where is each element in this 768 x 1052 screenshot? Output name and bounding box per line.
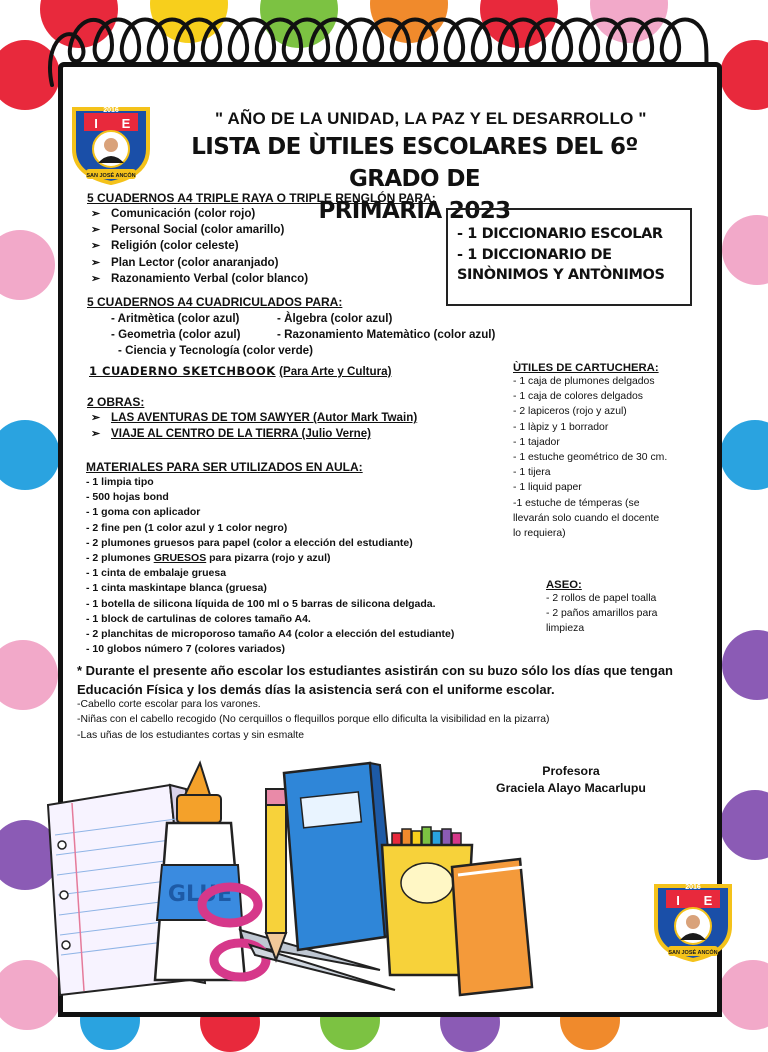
list-item: - 500 hojas bond [86, 491, 169, 504]
rule-item: -Niñas con el cabello recogido (No cerquillos o flequillos porque ello dificulta la visibilidad en la pizarra) [77, 714, 550, 726]
section-cuadriculados [87, 294, 547, 359]
list-item: - 2 plumones GRUESOS para pizarra (rojo y azul) [86, 552, 331, 565]
list-item: - 2 paños amarillos para [546, 608, 658, 620]
list-item: - 1 cinta maskintape blanca (gruesa) [86, 582, 267, 595]
sketchbook-note: (Para Arte y Cultura) [279, 365, 392, 378]
section-heading: 5 CUADERNOS A4 CUADRICULADOS PARA: [87, 295, 343, 309]
list-item: - 10 globos número 7 (colores variados) [86, 643, 285, 656]
year-motto: " AÑO DE LA UNIDAD, LA PAZ Y EL DESARROLLO " [215, 109, 647, 128]
list-item: - 1 tijera [513, 467, 551, 479]
logo-year: 2016 [103, 107, 119, 114]
list-item: llevarán solo cuando el docente [513, 512, 660, 524]
hygiene-list [546, 591, 706, 637]
polka-dot [720, 790, 768, 860]
dictionary-line: - 1 DICCIONARIO DE [457, 246, 612, 263]
school-crest-icon [648, 876, 738, 962]
rule-item: -Cabello corte escolar para los varones. [77, 699, 261, 710]
list-item: - 2 planchitas de microporoso tamaño A4 (color a elección del estudiante) [86, 628, 455, 641]
list-item: - Razonamiento Matemàtico (color azul) [277, 328, 496, 342]
teacher-role: Profesora [542, 764, 600, 778]
logo-letter-right: E [703, 893, 713, 908]
section-heading: MATERIALES PARA SER UTILIZADOS EN AULA: [86, 460, 363, 474]
list-item: - 1 limpia tipo [86, 476, 154, 488]
sketchbook-line [89, 364, 391, 378]
list-item: - 1 làpiz y 1 borrador [513, 421, 609, 433]
list-item: - 1 cinta de embalaje gruesa [86, 567, 227, 580]
rules-list [77, 697, 549, 743]
polka-dot [0, 420, 60, 490]
polka-dot [718, 960, 768, 1030]
title-line-1: LISTA DE ÙTILES ESCOLARES DEL 6º GRADO DE [191, 134, 638, 192]
list-item: - 1 estuche geométrico de 30 cm. [513, 452, 668, 464]
polka-dot [720, 420, 768, 490]
blue-notebook-icon [284, 763, 396, 950]
section-materiales [86, 460, 516, 657]
emphasis-word: GRUESOS [153, 552, 207, 565]
dictionary-box [446, 208, 692, 306]
list-item: - 1 liquid paper [513, 482, 582, 494]
polka-dot [722, 630, 768, 700]
school-logo-top [66, 99, 156, 190]
section-aseo [546, 579, 706, 637]
polka-dot [0, 230, 55, 300]
logo-year: 2016 [685, 884, 701, 891]
list-item: - Ciencia y Tecnología (color verde) [118, 344, 313, 358]
section-obras [87, 394, 487, 443]
logo-ribbon: SAN JOSÉ ANCÓN [668, 950, 718, 956]
list-item: lo requiera) [513, 528, 566, 540]
list-item: - 2 plumones gruesos para papel (color a elección del estudiante) [86, 536, 413, 549]
list-item: ➢ Religión (color celeste) [87, 238, 467, 254]
list-item: - Àlgebra (color azul) [277, 312, 393, 326]
logo-letter-left: I [676, 893, 680, 908]
logo-letter-left: I [94, 116, 98, 131]
logo-ribbon: SAN JOSÉ ANCÓN [86, 173, 136, 179]
list-item: - 1 botella de silicona líquida de 100 ml o 5 barras de silicona delgada. [86, 597, 436, 610]
school-logo-bottom [648, 876, 738, 967]
section-triple-raya [87, 191, 467, 287]
teacher-name: Graciela Alayo Macarlupu [496, 781, 646, 795]
list-item: -1 estuche de témperas (se [513, 497, 640, 509]
list-item: ➢ Comunicación (color rojo) [87, 206, 467, 222]
book-list [87, 410, 487, 442]
rule-item: -Las uñas de los estudiantes cortas y sin esmalte [77, 729, 304, 741]
school-crest-icon [66, 99, 156, 185]
list-item: - 2 lapiceros (rojo y azul) [513, 406, 627, 418]
list-item: ➢ Razonamiento Verbal (color blanco) [87, 271, 467, 287]
polka-dot [722, 215, 768, 285]
section-heading: ASEO: [546, 579, 582, 591]
list-item: - 1 caja de plumones delgados [513, 376, 655, 387]
orange-notebook-icon [452, 859, 532, 995]
list-item: - 1 block de cartulinas de colores tamaño A4. [86, 612, 311, 625]
section-heading: ÙTILES DE CARTUCHERA: [513, 362, 659, 374]
list-item: - Geometrìa (color azul) [111, 328, 241, 342]
section-heading: 5 CUADERNOS A4 TRIPLE RAYA O TRIPLE RENGLÓN PARA: [87, 191, 436, 205]
glue-label: GLUE [167, 882, 233, 907]
list-item: limpieza [546, 623, 585, 635]
list-item: - 2 rollos de papel toalla [546, 593, 657, 604]
list-item: - Aritmètica (color azul) [111, 312, 240, 326]
list-item: ➢ Personal Social (color amarillo) [87, 222, 467, 238]
school-supplies-illustration [40, 755, 540, 1000]
dictionary-line: SINÒNIMOS Y ANTÒNIMOS [457, 267, 665, 283]
list-item: - 1 goma con aplicador [86, 506, 201, 519]
list-item: - 1 tajador [513, 436, 560, 448]
pencil-case-list [513, 374, 703, 541]
list-item: - 2 fine pen (1 color azul y 1 color negro) [86, 521, 288, 534]
materials-list [86, 475, 516, 657]
list-item: - 1 caja de colores delgados [513, 391, 643, 403]
section-cartuchera [513, 362, 703, 541]
polka-dot [0, 640, 58, 710]
dictionary-line: - 1 DICCIONARIO ESCOLAR [457, 226, 663, 242]
list-item: ➢ Plan Lector (color anaranjado) [87, 255, 467, 271]
section-heading: 2 OBRAS: [87, 395, 145, 409]
subject-list [87, 206, 467, 287]
title-line-2: PRIMARIA 2023 [318, 198, 511, 224]
pencil-icon [266, 789, 286, 960]
uniform-notice: * Durante el presente año escolar los estudiantes asistirán con su buzo sólo los días que tengan Educación Física y los demás días la asistencia será con el uniforme escolar. [77, 663, 673, 697]
logo-letter-right: E [121, 116, 131, 131]
list-item: ➢ LAS AVENTURAS DE TOM SAWYER (Autor Mark Twain) [87, 410, 487, 426]
list-item: ➢ VIAJE AL CENTRO DE LA TIERRA (Julio Verne) [87, 426, 487, 442]
sketchbook-main: 1 CUADERNO SKETCHBOOK [89, 364, 276, 378]
